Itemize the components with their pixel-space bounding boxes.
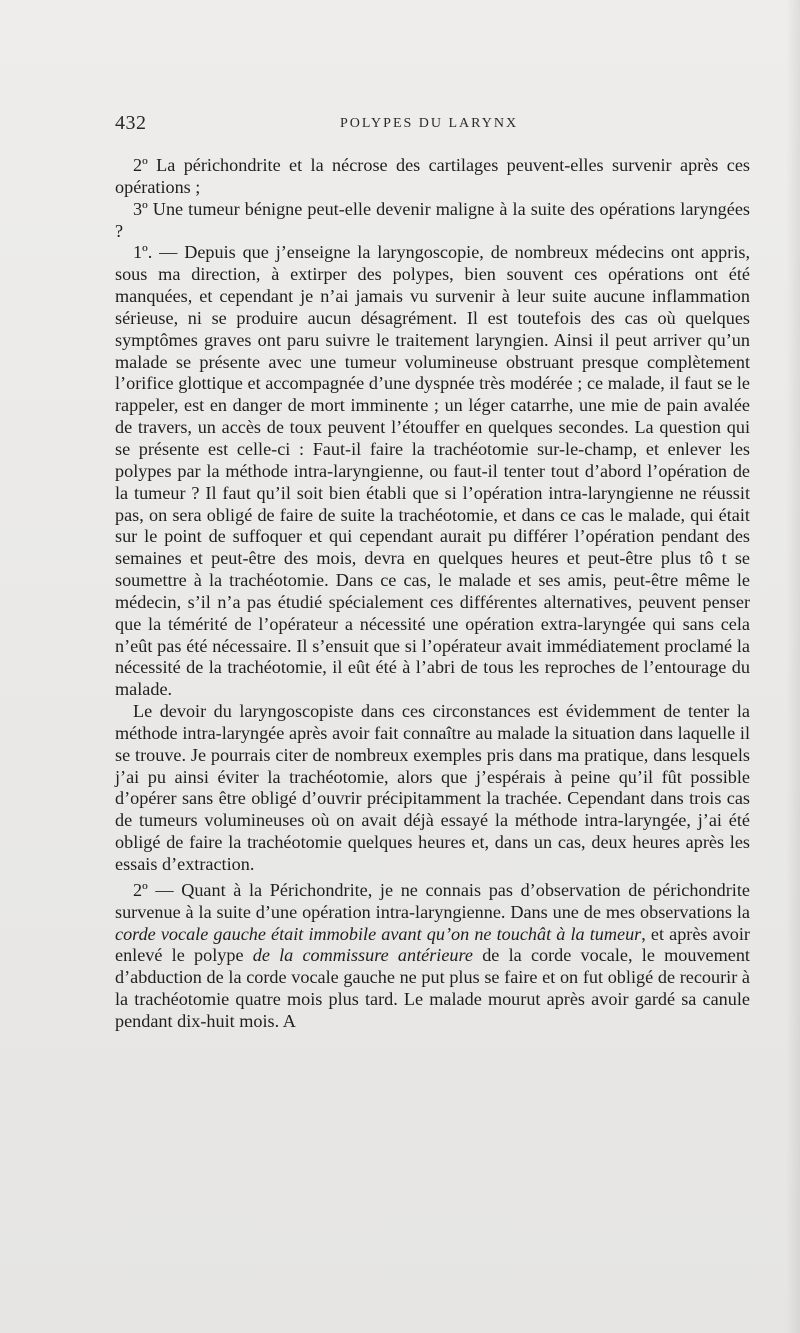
answer-2-italic-1: corde vocale gauche était immobile avant qu’on ne touchât à la tumeur — [115, 923, 642, 944]
answer-2-italic-2: de la commissure antérieure — [252, 945, 473, 966]
paragraph-answer-2 — [115, 880, 750, 1033]
answer-2-text-b: , et après avoir enlevé le polype — [115, 923, 750, 966]
answer-2-text-a: 2º — Quant à la Périchondrite, je ne connais pas d’observation de périchondrite survenue à la suite d’une opération intra-laryngienne. Dans une de mes observations la — [115, 879, 750, 922]
paragraph-item-2: 2º La périchondrite et la nécrose des cartilages peuvent-elles survenir après ces opérations ; — [115, 155, 750, 197]
paragraph-laryngoscopist-duty: Le devoir du laryngoscopiste dans ces circonstances est évidemment de tenter la méthode intra-laryngée après avoir fait connaître au malade la situation dans laquelle il se trouve. Je pourrais citer de nombreux exemples pris dans ma pratique, dans lesquels j’ai pu ainsi éviter la trachéotomie, alors que j’espérais à peine qu’il fût possible d’opérer sans être obligé d’ouvrir précipitamment la trachée. Cependant dans trois cas de tumeurs volumineuses où on avait déjà essayé la méthode intra-laryngée, j’ai été obligé de faire la trachéotomie quelques heures et, dans un cas, deux heures après les essais d’extraction. — [115, 701, 750, 874]
running-title: POLYPES DU LARYNX — [340, 116, 519, 131]
paragraph-item-3: 3º Une tumeur bénigne peut-elle devenir maligne à la suite des opérations laryngées ? — [115, 198, 750, 241]
page-header — [115, 112, 750, 138]
body-text — [115, 155, 750, 1033]
page-number: 432 — [115, 112, 147, 134]
page-edge-shadow — [786, 0, 800, 1333]
answer-2-text-c: de la corde vocale, le mouvement d’abduction de la corde vocale gauche ne put plus se faire et on fut obligé de recourir à la trachéotomie quatre mois plus tard. Le malade mourut après avoir gardé sa canule pendant dix-huit mois. A — [115, 945, 750, 1031]
paragraph-answer-1: 1º. — Depuis que j’enseigne la laryngoscopie, de nombreux médecins ont appris, sous ma direction, à extirper des polypes, bien souvent ces opérations ont été manquées, et cependant je n’ai jamais vu survenir à leur suite aucune inflammation sérieuse, ni se produire aucun désagrément. Il est toutefois des cas où quelques symptômes graves ont paru suivre le traitement laryngien. Ainsi il peut arriver qu’un malade se présente avec une tumeur volumineuse obstruant presque complètement l’orifice glottique et accompagnée d’une dyspnée très modérée ; ce malade, il faut se le rappeler, est en danger de mort imminente ; un léger catarrhe, une mie de pain avalée de travers, un accès de toux peuvent l’étouffer en quelques secondes. La question qui se présente est celle-ci : Faut-il faire la trachéotomie sur-le-champ, et enlever les polypes par la méthode intra-laryngienne, ou faut-il tenter tout d’abord l’opération de la tumeur ? Il faut qu’il soit bien établi que si l’opération intra-laryngienne ne réussit pas, on sera obligé de faire de suite la trachéotomie, et dans ce cas le malade, qui était sur le point de suffoquer et qui cependant aurait pu différer l’opération pendant des semaines et peut-être des mois, devra en quelques heures et peut-être plus tô t se soumettre à la trachéotomie. Dans ce cas, le malade et ses amis, peut-être même le médecin, s’il n’a pas étudié spécialement ces différentes alternatives, peuvent penser que la témérité de l’opérateur a nécessité une opération extra-laryngée qui sans cela n’eût pas été nécessaire. Il s’ensuit que si l’opérateur avait immédiatement proclamé la nécessité de la trachéotomie, il eût été à l’abri de tous les reproches de l’entourage du malade. — [115, 242, 750, 700]
